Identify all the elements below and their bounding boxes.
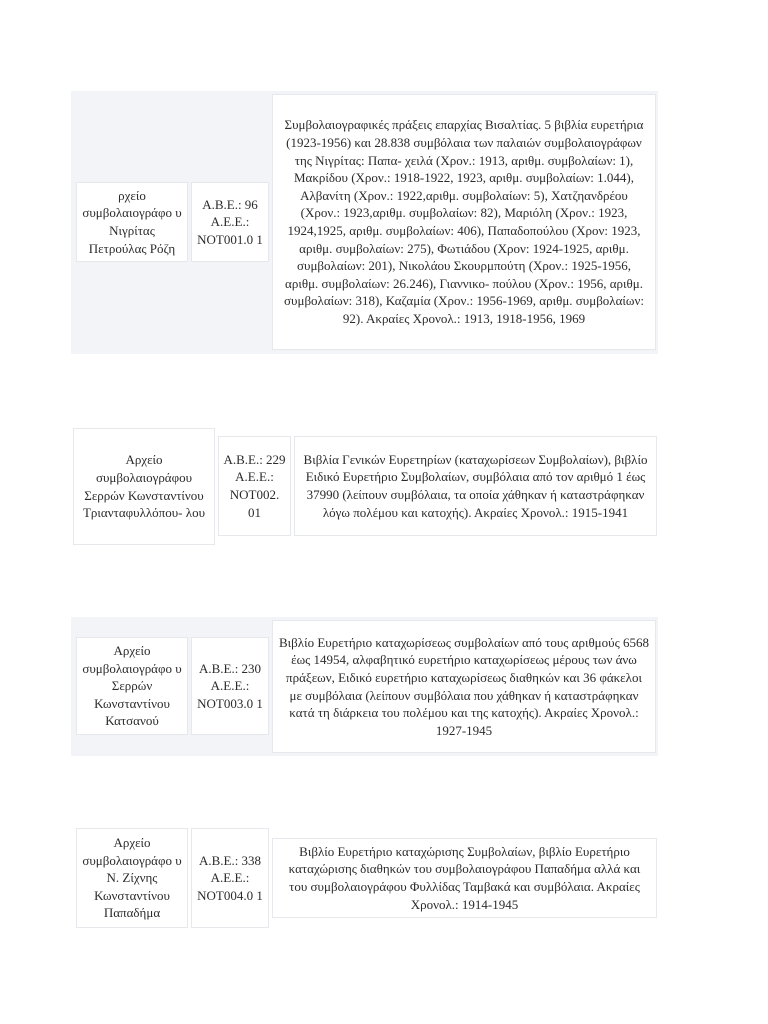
- archive-description: Βιβλίο Ευρετήριο καταχωρίσεως συμβολαίων από τους αριθμούς 6568 έως 14954, αλφαβητικό ευρετήριο καταχωρίσεως μέρους των άνω πράξεων, Ειδικό ευρετήριο καταχωρίσεως διαθηκών και 36 φάκελοι με συμβόλαια (λείπουν συμβόλαια που χάθηκαν ή καταστράφηκαν κατά τη διάρκεια του πολέμου και της κατοχής). Ακραίες Χρονολ.: 1927-1945: [279, 634, 649, 738]
- archive-name: ρχείο συμβολαιογράφο υ Νιγρίτας Πετρούλας Ρόζη: [82, 187, 182, 256]
- record-4-description-cell: [272, 838, 657, 918]
- archive-description: Βιβλίο Ευρετήριο καταχώρισης Συμβολαίων, βιβλίο Ευρετήριο καταχώρισης διαθηκών του συμβολαιογράφου Παπαδήμα αλλά και του συμβολαιογράφου Φυλλίδας Ταμβακά και συμβόλαια. Ακραίες Χρονολ.: 1914-1945: [288, 843, 641, 912]
- record-4-archive-cell: [76, 828, 188, 928]
- archive-description: Συμβολαιογραφικές πράξεις επαρχίας Βισαλτίας. 5 βιβλία ευρετήρια (1923-1956) και 28.838 συμβόλαια των παλαιών συμβολαιογράφων της Νιγρίτας: Παπα- χειλά (Χρον.: 1913, αριθμ. συμβολαίων: 1), Μακρίδου (Χρον.: 1918-1922, 1923, αριθμ. συμβολαίων: 1.044), Αλβανίτη (Χρον.: 1922,αριθμ. συμβολαίων: 5), Χατζηανδρέου (Χρον.: 1923,αριθμ. συμβολαίων: 82), Μαριόλη (Χρον.: 1923, 1924,1925, αριθμ. συμβολαίων: 406), Παπαδοπούλου (Χρον: 1923, αριθμ. συμβολαίων: 275), Φωτιάδου (Χρον: 1924-1925, αριθμ. συμβολαίων: 201), Νικολάου Σκουρμπούτη (Χρον.: 1925-1956, αριθμ. συμβολαίων: 26.246), Γιαννικο- πούλου (Χρον.: 1956, αριθμ. συμβολαίων: 318), Καζαμία (Χρον.: 1956-1969, αριθμ. συμβολαίων: 92). Ακραίες Χρονολ.: 1913, 1918-1956, 1969: [284, 117, 644, 326]
- record-1-code-cell: [191, 182, 269, 262]
- record-3-code-cell: [191, 637, 269, 735]
- record-3-archive-cell: [76, 637, 188, 735]
- archive-name: Αρχείο συμβολαιογράφο υ Ν. Ζίχνης Κωνσταντίνου Παπαδήμα: [82, 835, 182, 921]
- archive-code: Α.Β.Ε.: 229 Α.Ε.Ε.: NOT002. 01: [223, 451, 286, 520]
- record-4-code-cell: [191, 828, 269, 928]
- archive-code: Α.Β.Ε.: 338 Α.Ε.Ε.: NOT004.0 1: [197, 852, 263, 903]
- record-1-archive-cell: [76, 182, 188, 262]
- record-2-code-cell: [218, 436, 291, 536]
- archive-code: Α.Β.Ε.: 230 Α.Ε.Ε.: NOT003.0 1: [197, 660, 263, 711]
- record-2-archive-cell: [73, 428, 215, 545]
- record-2-description-cell: [294, 436, 657, 536]
- record-3-description-cell: [272, 620, 656, 753]
- archive-name: Αρχείο συμβολαιογράφο υ Σερρών Κωνσταντίνου Κατσανού: [82, 643, 182, 729]
- archive-code: Α.Β.Ε.: 96 Α.Ε.Ε.: NOT001.0 1: [197, 196, 263, 247]
- archive-name: Αρχείο συμβολαιογράφου Σερρών Κωνσταντίνου Τριανταφυλλόπου- λου: [82, 452, 205, 521]
- record-1-description-cell: [272, 94, 656, 350]
- archive-description: Βιβλία Γενικών Ευρετηρίων (καταχωρίσεων Συμβολαίων), βιβλίο Ειδικό Ευρετήριο Συμβολαίων, συμβόλαια από τον αριθμό 1 έως 37990 (λείπουν συμβόλαια, τα οποία χάθηκαν ή καταστράφηκαν λόγω πολέμου και κατοχής). Ακραίες Χρονολ.: 1915-1941: [303, 451, 648, 520]
